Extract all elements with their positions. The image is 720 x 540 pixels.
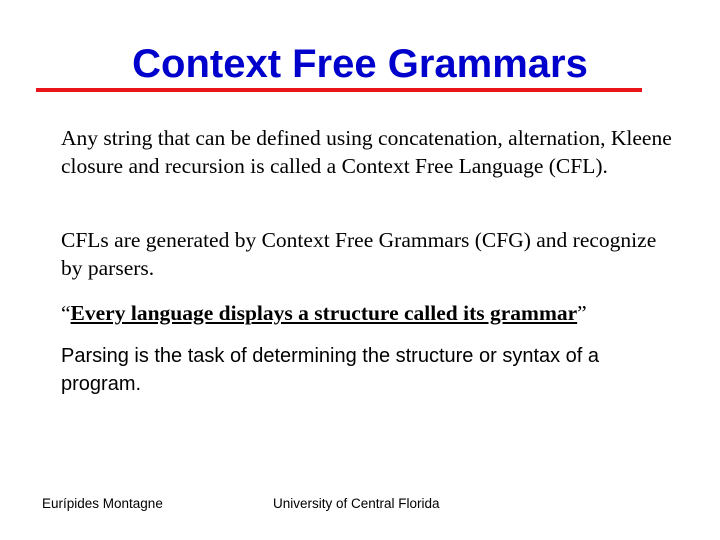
paragraph-cfg-generation: CFLs are generated by Context Free Grammars (CFG) and recognize by parsers. [61, 228, 657, 280]
paragraph-cfl-definition: Any string that can be defined using concatenation, alternation, Kleene closure and recursion is called a Context Free Language (CFL). [61, 126, 672, 178]
slide-title: Context Free Grammars [132, 42, 588, 86]
quote-close-mark: ” [577, 301, 587, 325]
footer-author: Eurípides Montagne [42, 496, 163, 511]
footer-institution: University of Central Florida [273, 496, 440, 511]
quote-emphasis-text: Every language displays a structure called its grammar [70, 301, 578, 325]
paragraph-parsing-definition: Parsing is the task of determining the structure or syntax of a program. [61, 345, 600, 395]
grammar-quote [61, 299, 681, 327]
quote-open-mark: “ [61, 301, 71, 325]
title-underline-rule [36, 88, 642, 92]
